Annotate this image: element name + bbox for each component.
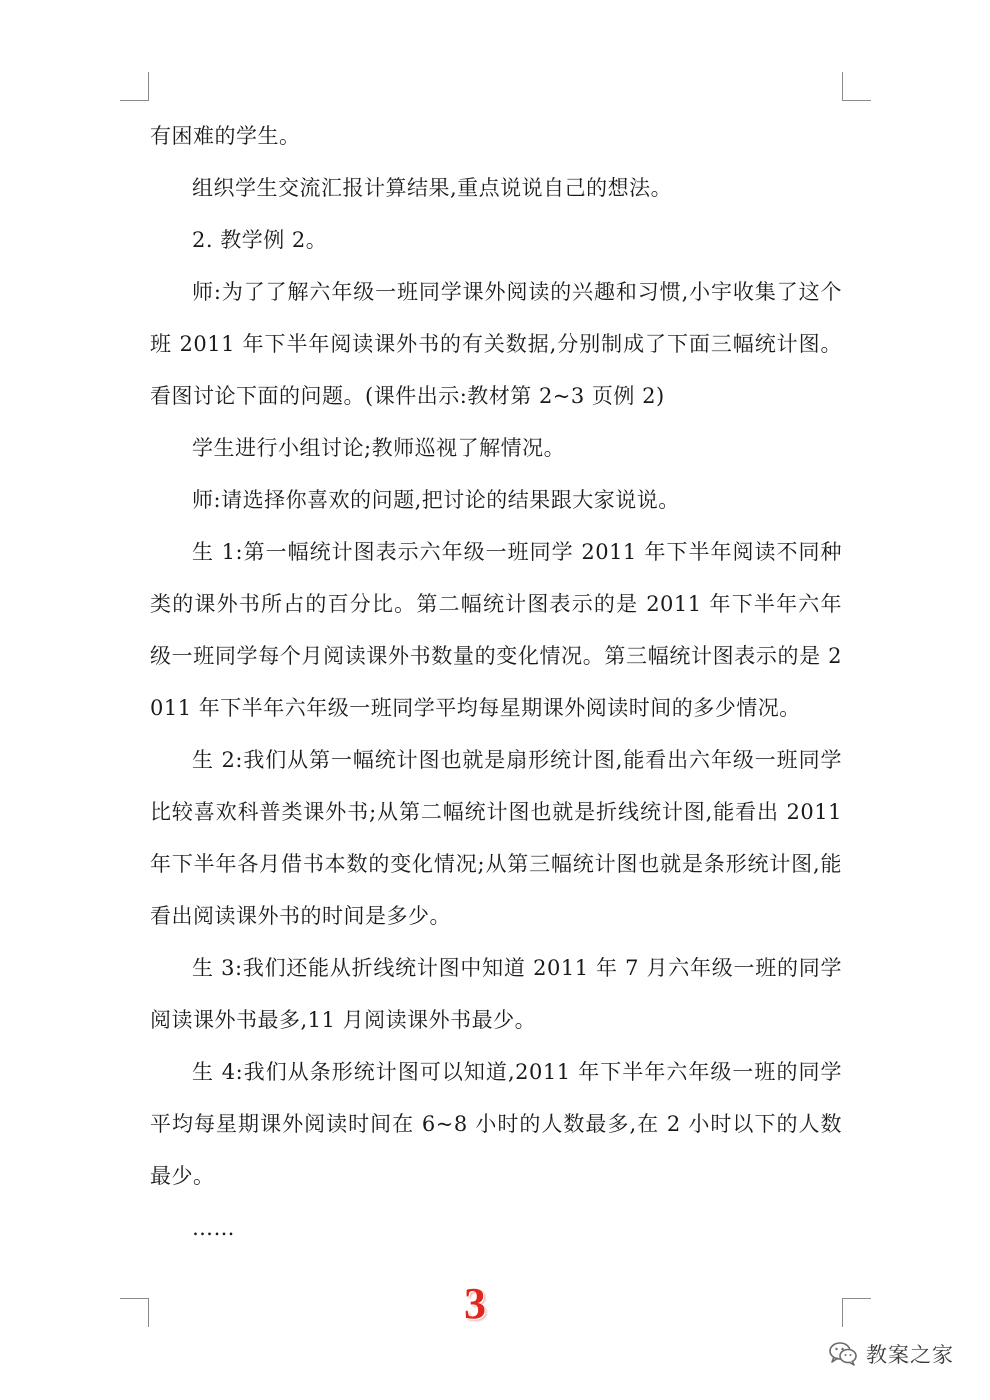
paragraph: 有困难的学生。 (150, 124, 301, 148)
crop-mark-top-left (120, 72, 149, 101)
paragraph: 师:请选择你喜欢的问题,把讨论的结果跟大家说说。 (192, 488, 680, 512)
paragraph: 师:为了了解六年级一班同学课外阅读的兴趣和习惯,小宇收集了这个班 2011 年下半年阅读课外书的有关数据,分别制成了下面三幅统计图。看图讨论下面的问题。(课件出示:教材第 2~3 页例 2) (150, 280, 842, 408)
body-text (150, 110, 842, 1254)
paragraph: 生 2:我们从第一幅统计图也就是扇形统计图,能看出六年级一班同学比较喜欢科普类课外书;从第二幅统计图也就是折线统计图,能看出 2011 年下半年各月借书本数的变化情况;从第三幅统计图也就是条形统计图,能看出阅读课外书的时间是多少。 (150, 748, 842, 928)
wechat-icon (828, 1341, 858, 1367)
paragraph: 生 3:我们还能从折线统计图中知道 2011 年 7 月六年级一班的同学阅读课外书最多,11 月阅读课外书最少。 (150, 956, 842, 1032)
paragraph: 组织学生交流汇报计算结果,重点说说自己的想法。 (192, 176, 673, 200)
paragraph: 生 4:我们从条形统计图可以知道,2011 年下半年六年级一班的同学平均每星期课外阅读时间在 6~8 小时的人数最多,在 2 小时以下的人数最少。 (150, 1060, 842, 1188)
crop-mark-top-right (842, 72, 871, 101)
page-number: 3 (464, 1279, 486, 1328)
crop-mark-bottom-left (120, 1298, 149, 1327)
watermark-text: 教案之家 (866, 1343, 954, 1367)
paragraph: 生 1:第一幅统计图表示六年级一班同学 2011 年下半年阅读不同种类的课外书所占的百分比。第二幅统计图表示的是 2011 年下半年六年级一班同学每个月阅读课外书数量的变化情况。第三幅统计图表示的是 2011 年下半年六年级一班同学平均每星期课外阅读时间的多少情况。 (150, 540, 842, 720)
crop-mark-bottom-right (842, 1298, 871, 1327)
paragraph: 学生进行小组讨论;教师巡视了解情况。 (192, 436, 566, 460)
paragraph: 2. 教学例 2。 (192, 228, 328, 252)
watermark (828, 1336, 954, 1372)
paragraph-ellipsis: …… (192, 1216, 235, 1240)
